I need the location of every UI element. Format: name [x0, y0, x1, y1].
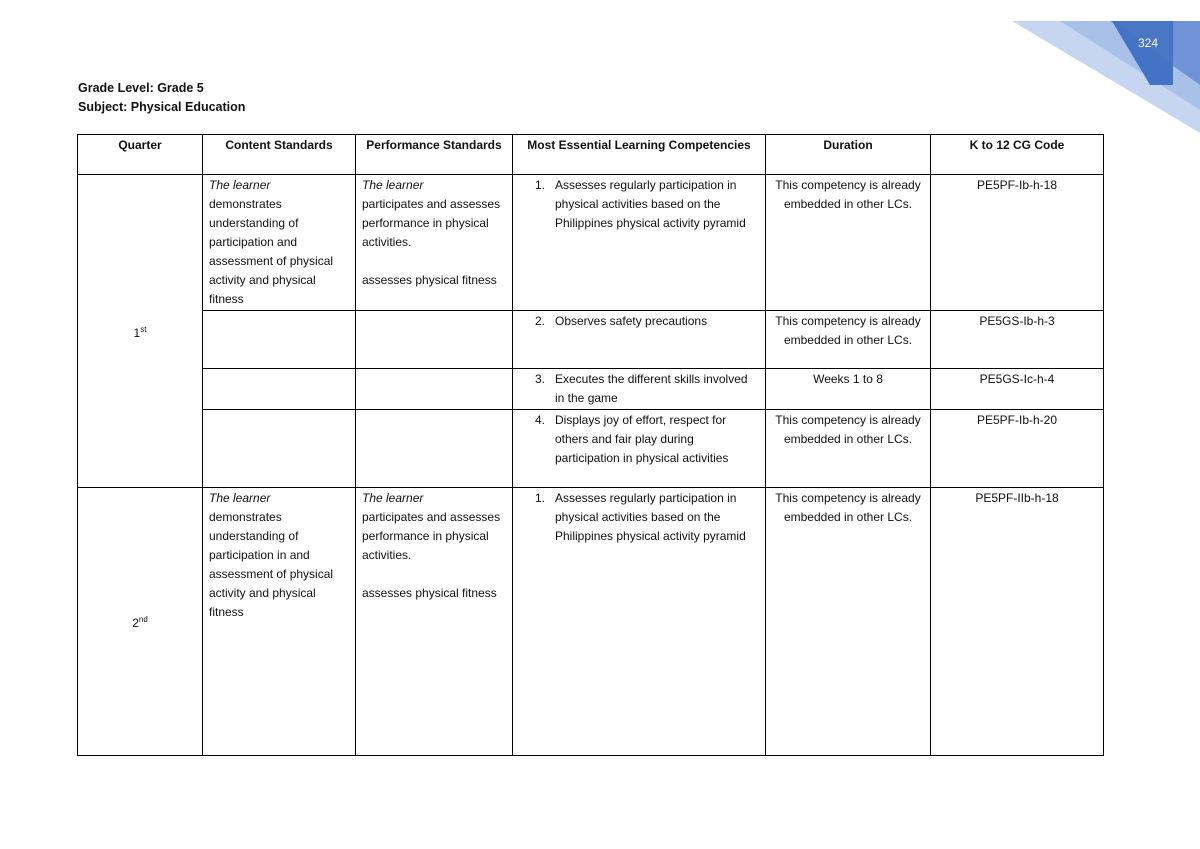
competency: 1. Assesses regularly participation in physical activities based on the Philippines physical activity pyramid	[513, 488, 766, 756]
cg-code: PE5GS-Ic-h-4	[931, 369, 1104, 410]
page-number: 324	[1138, 36, 1159, 50]
curriculum-table	[77, 134, 1104, 756]
document-header	[78, 79, 245, 117]
table-header-row	[78, 135, 1104, 175]
duration: Weeks 1 to 8	[766, 369, 931, 410]
performance-standard-empty	[356, 410, 513, 488]
col-header-performance-standards: Performance Standards	[356, 135, 513, 175]
duration: This competency is already embedded in other LCs.	[766, 410, 931, 488]
competency: 4. Displays joy of effort, respect for others and fair play during participation in physical activities	[513, 410, 766, 488]
cg-code: PE5PF-Ib-h-20	[931, 410, 1104, 488]
cg-code: PE5PF-Ib-h-18	[931, 175, 1104, 311]
col-header-competencies: Most Essential Learning Competencies	[513, 135, 766, 175]
table-row	[78, 175, 1104, 311]
col-header-content-standards: Content Standards	[203, 135, 356, 175]
duration: This competency is already embedded in other LCs.	[766, 311, 931, 369]
content-standard-empty	[203, 311, 356, 369]
cg-code: PE5PF-IIb-h-18	[931, 488, 1104, 756]
performance-standard: The learner participates and assesses performance in physical activities. assesses physical fitness	[356, 175, 513, 311]
col-header-quarter: Quarter	[78, 135, 203, 175]
table-row	[78, 311, 1104, 369]
competency: 2. Observes safety precautions	[513, 311, 766, 369]
cg-code: PE5GS-Ib-h-3	[931, 311, 1104, 369]
corner-decoration	[1000, 0, 1200, 140]
duration: This competency is already embedded in other LCs.	[766, 488, 931, 756]
competency: 3. Executes the different skills involved in the game	[513, 369, 766, 410]
table-row	[78, 369, 1104, 410]
content-standard: The learner demonstrates understanding of participation and assessment of physical activity and physical fitness	[203, 175, 356, 311]
content-standard: The learner demonstrates understanding of participation in and assessment of physical activity and physical fitness	[203, 488, 356, 756]
quarter-2-cell: 2nd	[78, 488, 203, 756]
table-row	[78, 488, 1104, 756]
content-standard-empty	[203, 369, 356, 410]
duration: This competency is already embedded in other LCs.	[766, 175, 931, 311]
performance-standard: The learner participates and assesses performance in physical activities. assesses physical fitness	[356, 488, 513, 756]
content-standard-empty	[203, 410, 356, 488]
performance-standard-empty	[356, 311, 513, 369]
quarter-1-cell: 1st	[78, 175, 203, 488]
table-row	[78, 410, 1104, 488]
performance-standard-empty	[356, 369, 513, 410]
competency: 1. Assesses regularly participation in physical activities based on the Philippines physical activity pyramid	[513, 175, 766, 311]
grade-level: Grade Level: Grade 5	[78, 81, 204, 95]
col-header-duration: Duration	[766, 135, 931, 175]
col-header-code: K to 12 CG Code	[931, 135, 1104, 175]
subject: Subject: Physical Education	[78, 100, 246, 114]
